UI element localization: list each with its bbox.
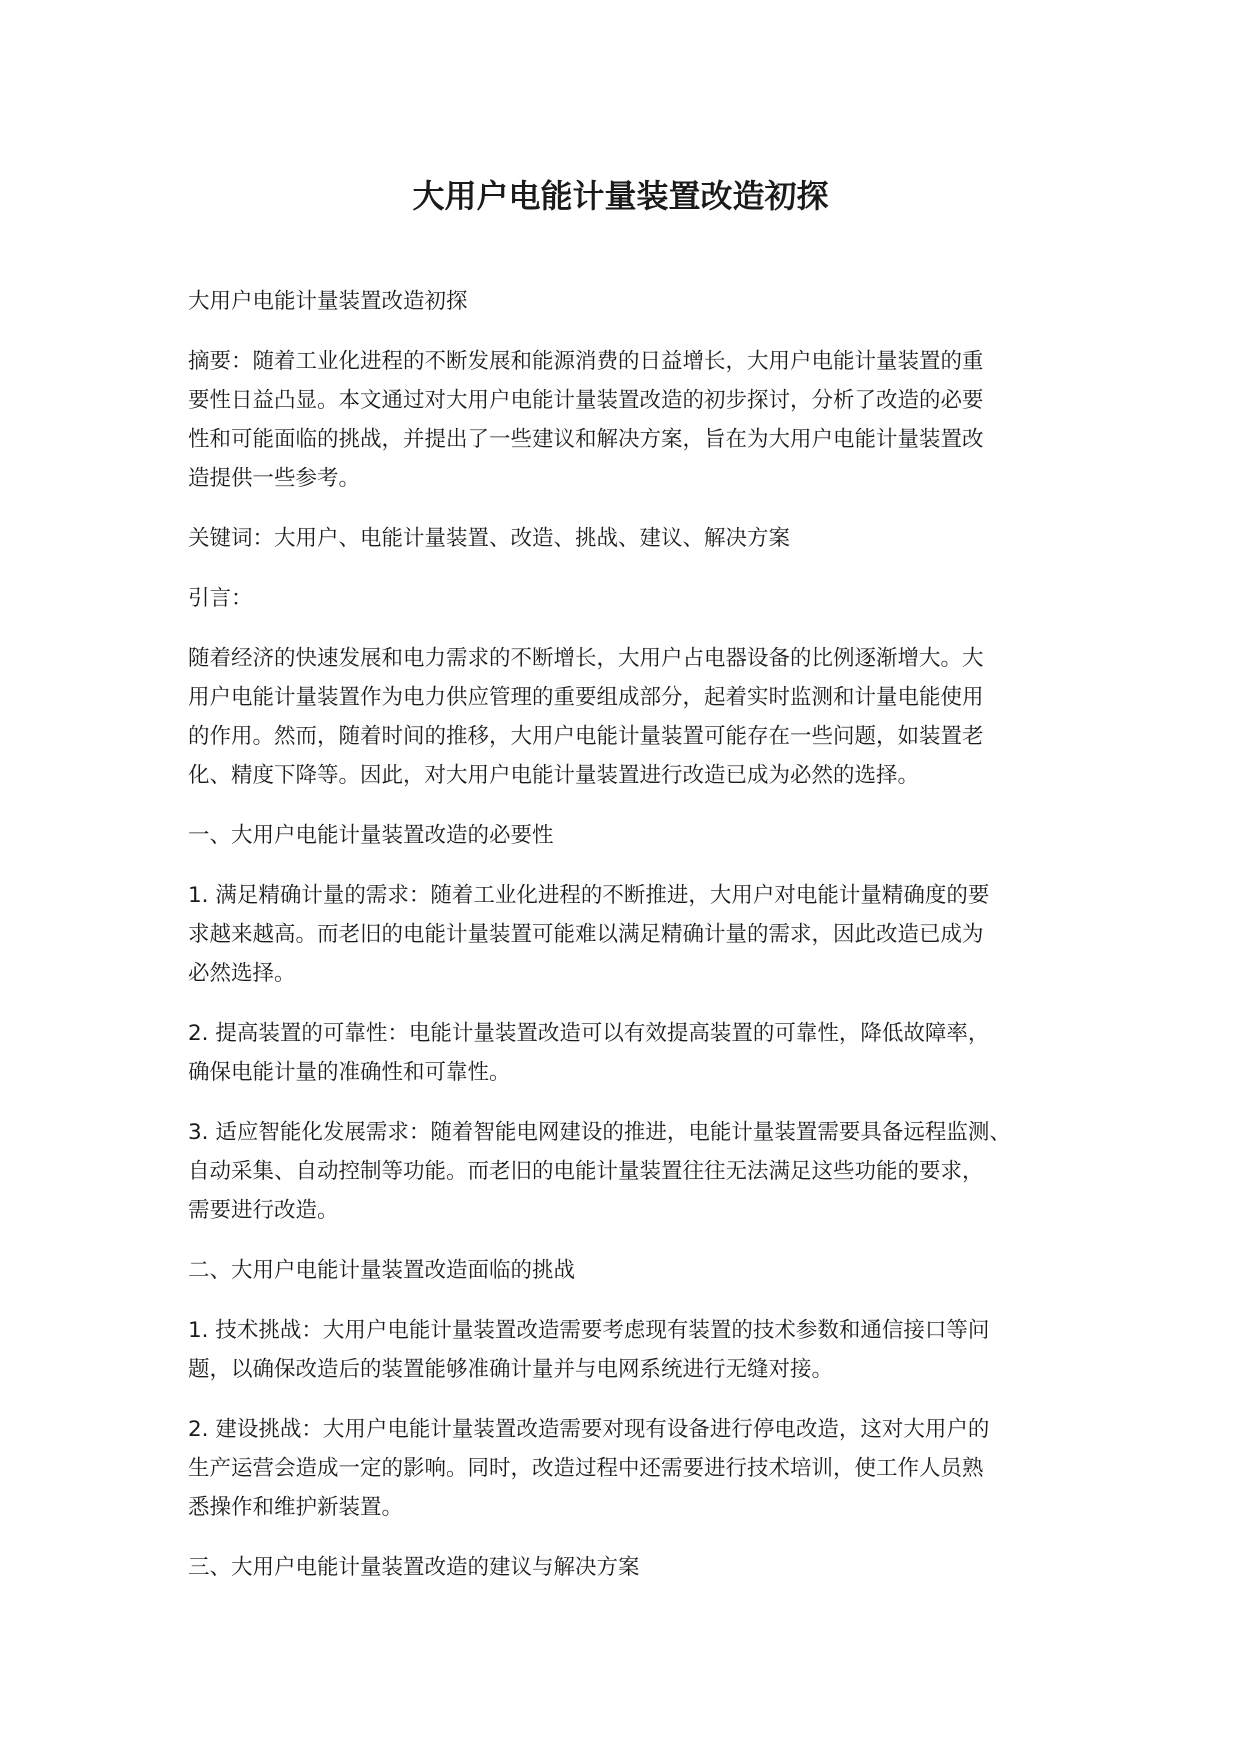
keywords-paragraph: 关键词：大用户、电能计量装置、改造、挑战、建议、解决方案 <box>188 526 791 551</box>
abstract-paragraph: 摘要：随着工业化进程的不断发展和能源消费的日益增长，大用户电能计量装置的重 要性日益凸显。本文通过对大用户电能计量装置改造的初步探讨，分析了改造的必要 性和可能面临的挑战，并提出了一些建议和解决方案，旨在为大用户电能计量装置改 造提供一些参考。 <box>188 349 984 491</box>
introduction-paragraph: 随着经济的快速发展和电力需求的不断增长，大用户占电器设备的比例逐渐增大。大 用户电能计量装置作为电力供应管理的重要组成部分，起着实时监测和计量电能使用 的作用。然而，随着时间的推移，大用户电能计量装置可能存在一些问题，如装置老 化、精度下降等。因此，对大用户电能计量装置进行改造已成为必然的选择。 <box>188 646 984 788</box>
document-body <box>188 282 1078 1608</box>
subtitle-paragraph: 大用户电能计量装置改造初探 <box>188 289 468 314</box>
document-title: 大用户电能计量装置改造初探 <box>412 177 829 215</box>
section-2-item-1: 1. 技术挑战：大用户电能计量装置改造需要考虑现有装置的技术参数和通信接口等问 题，以确保改造后的装置能够准确计量并与电网系统进行无缝对接。 <box>188 1318 990 1382</box>
section-3-heading: 三、大用户电能计量装置改造的建议与解决方案 <box>188 1555 640 1580</box>
section-1-item-2: 2. 提高装置的可靠性：电能计量装置改造可以有效提高装置的可靠性，降低故障率， 确保电能计量的准确性和可靠性。 <box>188 1021 990 1085</box>
introduction-heading: 引言： <box>188 586 253 611</box>
section-2-heading: 二、大用户电能计量装置改造面临的挑战 <box>188 1258 576 1283</box>
section-2-item-2: 2. 建设挑战：大用户电能计量装置改造需要对现有设备进行停电改造，这对大用户的 生产运营会造成一定的影响。同时，改造过程中还需要进行技术培训，使工作人员熟 悉操作和维护新装置。 <box>188 1417 990 1520</box>
section-1-item-1: 1. 满足精确计量的需求：随着工业化进程的不断推进，大用户对电能计量精确度的要 求越来越高。而老旧的电能计量装置可能难以满足精确计量的需求，因此改造已成为 必然选择。 <box>188 883 990 986</box>
section-1-item-3: 3. 适应智能化发展需求：随着智能电网建设的推进，电能计量装置需要具备远程监测、 自动采集、自动控制等功能。而老旧的电能计量装置往往无法满足这些功能的要求， 需要进行改造。 <box>188 1120 1011 1223</box>
section-1-heading: 一、大用户电能计量装置改造的必要性 <box>188 823 554 848</box>
